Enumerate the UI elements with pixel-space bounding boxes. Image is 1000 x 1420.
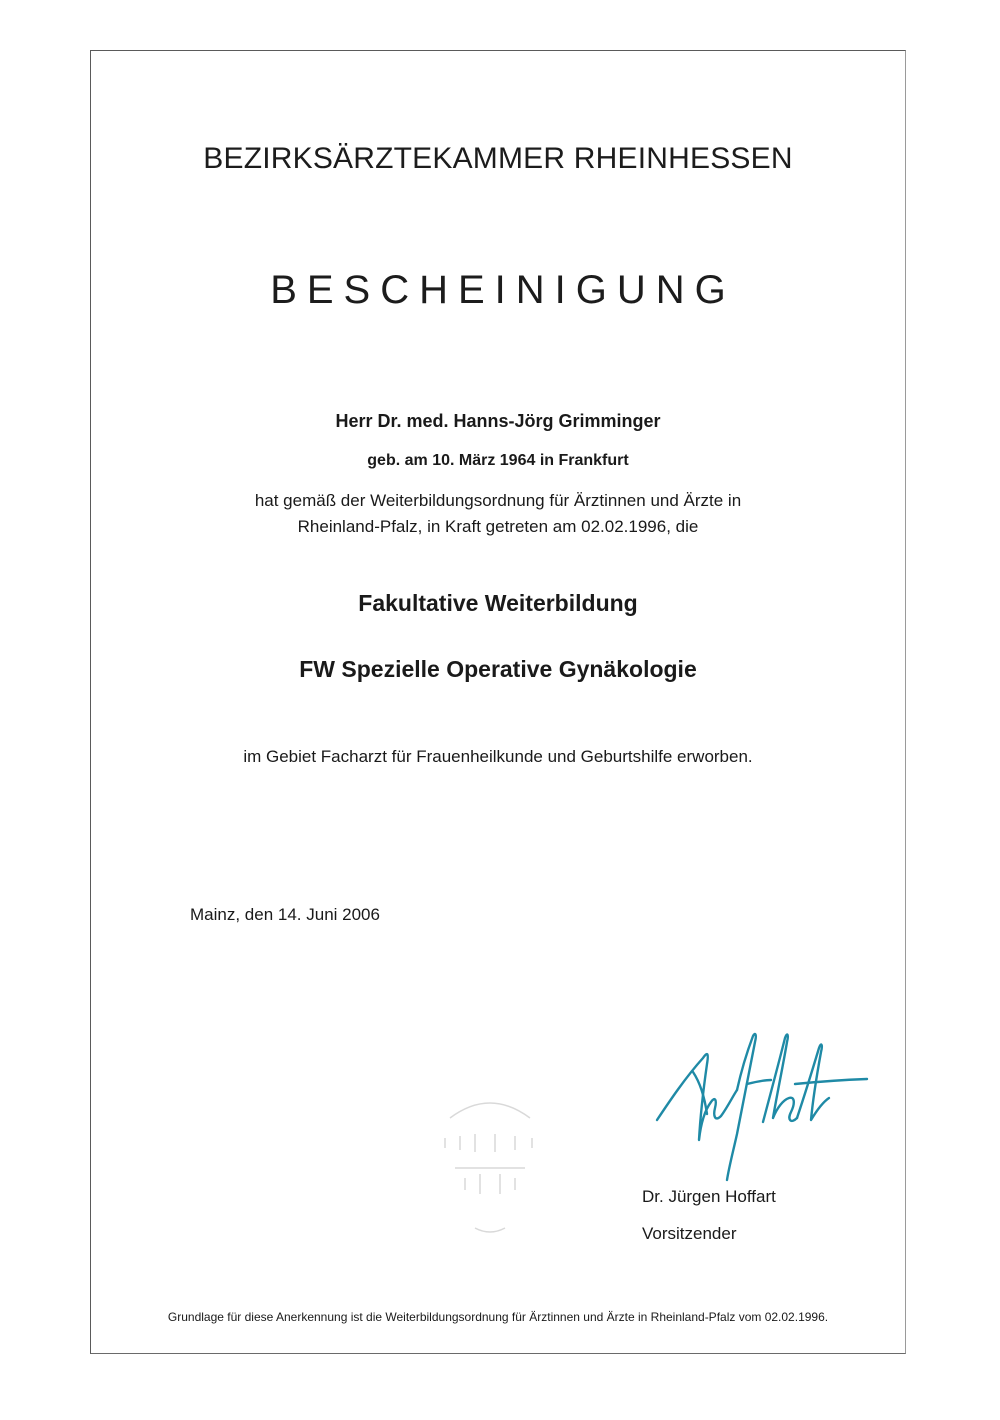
signatory-name: Dr. Jürgen Hoffart xyxy=(642,1187,776,1206)
recipient-name: Herr Dr. med. Hanns-Jörg Grimminger xyxy=(335,411,661,431)
field-statement: im Gebiet Facharzt für Frauenheilkunde und Geburtshilfe erworben. xyxy=(243,747,753,766)
handwritten-signature xyxy=(645,1022,875,1187)
body-line-2: Rheinland-Pfalz, in Kraft getreten am 02.02.1996, die xyxy=(297,517,699,536)
specialty-heading: FW Spezielle Operative Gynäkologie xyxy=(299,656,697,682)
document-title: BESCHEINIGUNG xyxy=(270,268,736,312)
body-line-1: hat gemäß der Weiterbildungsordnung für Ärztinnen und Ärzte in xyxy=(254,491,742,510)
issuing-chamber: BEZIRKSÄRZTEKAMMER RHEINHESSEN xyxy=(203,142,793,175)
qualification-heading: Fakultative Weiterbildung xyxy=(358,590,638,616)
legal-footnote: Grundlage für diese Anerkennung ist die Weiterbildungsordnung für Ärztinnen und Ärzte in Rheinland-Pfalz vom 02.02.1996. xyxy=(167,1310,829,1324)
signatory-role: Vorsitzender xyxy=(642,1224,737,1243)
place-and-date: Mainz, den 14. Juni 2006 xyxy=(190,905,380,924)
embossed-seal xyxy=(420,1078,560,1243)
recipient-birth: geb. am 10. März 1964 in Frankfurt xyxy=(367,452,629,469)
